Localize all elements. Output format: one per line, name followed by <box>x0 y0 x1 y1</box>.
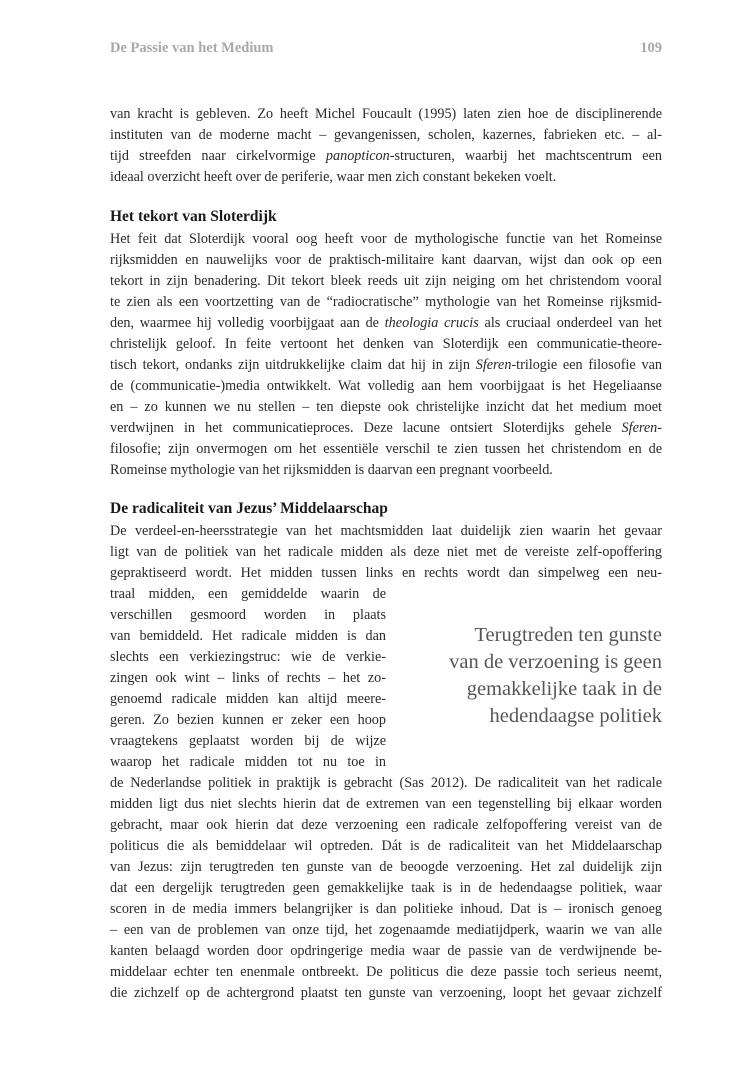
text-line: vraagtekens geplaatst worden bij de wijze <box>110 733 386 749</box>
text-line: middelaar echter ten enenmale ontbreekt. De politicus die deze passie toch serieus neemt, <box>110 964 662 980</box>
pull-quote-line: gemakkelijke taak in de <box>466 678 662 700</box>
italic-term: Sferen <box>475 357 512 373</box>
running-header <box>110 40 662 60</box>
section2-paragraph-top <box>110 521 662 584</box>
text-line <box>110 418 662 439</box>
text-line: filosofie; zijn onvermogen om het essentiële verschil te zien tussen het christendom en de <box>110 441 662 457</box>
section-heading-radicaliteit: De radicaliteit van Jezus’ Middelaarschap <box>110 500 388 517</box>
text-line: gebracht, maar ook hierin dat deze verzoening een radicale zelfopoffering vereist van de <box>110 817 662 833</box>
text-line: waarop het radicale midden tot nu toe in <box>110 754 386 770</box>
text-run: als cruciaal onderdeel van het <box>478 315 662 331</box>
text-line: die zichzelf op de achtergrond plaatst ten gunste van verzoening, loopt het gevaar zichzelf <box>110 985 662 1001</box>
pull-quote-line: hedendaagse politiek <box>489 705 662 727</box>
pull-quote-line: Terugtreden ten gunste <box>474 624 662 646</box>
pull-quote <box>400 622 662 730</box>
text-line: politicus die als bemiddelaar wil optreden. Dát is de radicaliteit van het Middelaarschap <box>110 838 662 854</box>
text-line: van kracht is gebleven. Zo heeft Michel Foucault (1995) laten zien hoe de disciplinerende <box>110 106 662 122</box>
text-line: gepraktiseerd wordt. Het midden tussen links en rechts wordt dan simpelweg een neu- <box>110 565 662 581</box>
text-line: ideaal overzicht heeft over de periferie, waar men zich constant bekeken voelt. <box>110 169 557 185</box>
text-line: rijksmidden en nauwelijks voor de praktisch-militaire kant daarvan, wijst dan ook op een <box>110 252 662 268</box>
text-run: -trilogie een filosofie van <box>511 357 662 373</box>
text-line: van bemiddeld. Het radicale midden is dan <box>110 628 386 644</box>
section2-paragraph-bottom <box>110 773 662 1004</box>
pull-quote-line: van de verzoening is geen <box>449 651 662 673</box>
text-line: dat een dergelijk terugtreden geen gemakkelijke taak is in de hedendaagse politiek, waar <box>110 880 662 896</box>
text-line: slechts een verkiezingstruc: wie de verkie- <box>110 649 386 665</box>
text-run: verdwijnen in het communicatieproces. Deze lacune ontsiert Sloterdijks gehele <box>110 420 622 436</box>
text-line: De verdeel-en-heersstrategie van het machtsmidden laat duidelijk zien waarin het gevaar <box>110 523 662 539</box>
section-heading-sloterdijk: Het tekort van Sloterdijk <box>110 208 277 225</box>
text-line: geren. Zo bezien kunnen er zeker een hoop <box>110 712 386 728</box>
text-line: Het feit dat Sloterdijk vooral oog heeft voor de mythologische functie van het Romeinse <box>110 231 662 247</box>
text-line: christelijk geloof. In feite vertoont het denken van Sloterdijk een communicatie-theore- <box>110 336 662 352</box>
text-line: verschillen gesmoord worden in plaats <box>110 607 386 623</box>
page-number: 109 <box>640 40 662 56</box>
text-line: de Nederlandse politiek in praktijk is gebracht (Sas 2012). De radicaliteit van het radicale <box>110 775 662 791</box>
text-run: tisch tekort, ondanks zijn uitdrukkelijke claim dat hij in zijn <box>110 357 476 373</box>
text-line: – een van de problemen van onze tijd, het zogenaamde mediatijdperk, waarin we van alle <box>110 922 662 938</box>
text-line: te zien als een voortzetting van de “radiocratische” mythologie van het Romeinse rijksmid- <box>110 294 662 310</box>
text-run: -structuren, waarbij het machtscentrum een <box>389 148 662 164</box>
text-line <box>110 313 662 334</box>
section2-narrow-column <box>110 584 386 773</box>
text-line: tekort in zijn benadering. Dit tekort bleek reeds uit zijn neiging om het christendom vooral <box>110 273 662 289</box>
text-line: genoemd radicale midden kan altijd meere- <box>110 691 386 707</box>
text-line: de (communicatie-)media ontwikkelt. Wat volledig aan hem voorbijgaat is het Hegeliaanse <box>110 378 662 394</box>
text-line: van Jezus: zijn terugtreden ten gunste van de beoogde verzoening. Het zal duidelijk zijn <box>110 859 662 875</box>
section1-paragraph <box>110 229 662 481</box>
text-run: tijd streefden naar cirkelvormige <box>110 148 326 164</box>
text-line: midden ligt dus niet slechts hierin dat de extremen van een tegenstelling bij elkaar worden <box>110 796 662 812</box>
intro-paragraph <box>110 104 662 188</box>
text-line: Romeinse mythologie van het rijksmidden is daarvan een pregnant voorbeeld. <box>110 462 553 478</box>
text-line: ligt van de politiek van het radicale midden als deze niet met de vereiste zelf-opoffering <box>110 544 662 560</box>
text-line: scoren in de media immers belangrijker is dan politieke inhoud. Dat is – ironisch genoeg <box>110 901 662 917</box>
italic-term: theologia crucis <box>384 315 479 331</box>
italic-term: Sferen- <box>621 420 662 436</box>
text-line: instituten van de moderne macht – gevangenissen, scholen, kazernes, fabrieken etc. – al- <box>110 127 662 143</box>
running-title: De Passie van het Medium <box>110 40 274 56</box>
text-line <box>110 355 662 376</box>
text-line <box>110 146 662 167</box>
text-run: den, waarmee hij volledig voorbijgaat aan de <box>110 315 385 331</box>
text-line: zingen ook wint – links of rechts – het zo- <box>110 670 386 686</box>
text-line: traal midden, een gemiddelde waarin de <box>110 586 386 602</box>
italic-term: panopticon <box>325 148 390 164</box>
text-line: en – zo kunnen we nu stellen – ten diepste ook christelijke inzicht dat het medium moet <box>110 399 662 415</box>
text-line: kanten belaagd worden door opdringerige media waar de passie van de verdwijnende be- <box>110 943 662 959</box>
